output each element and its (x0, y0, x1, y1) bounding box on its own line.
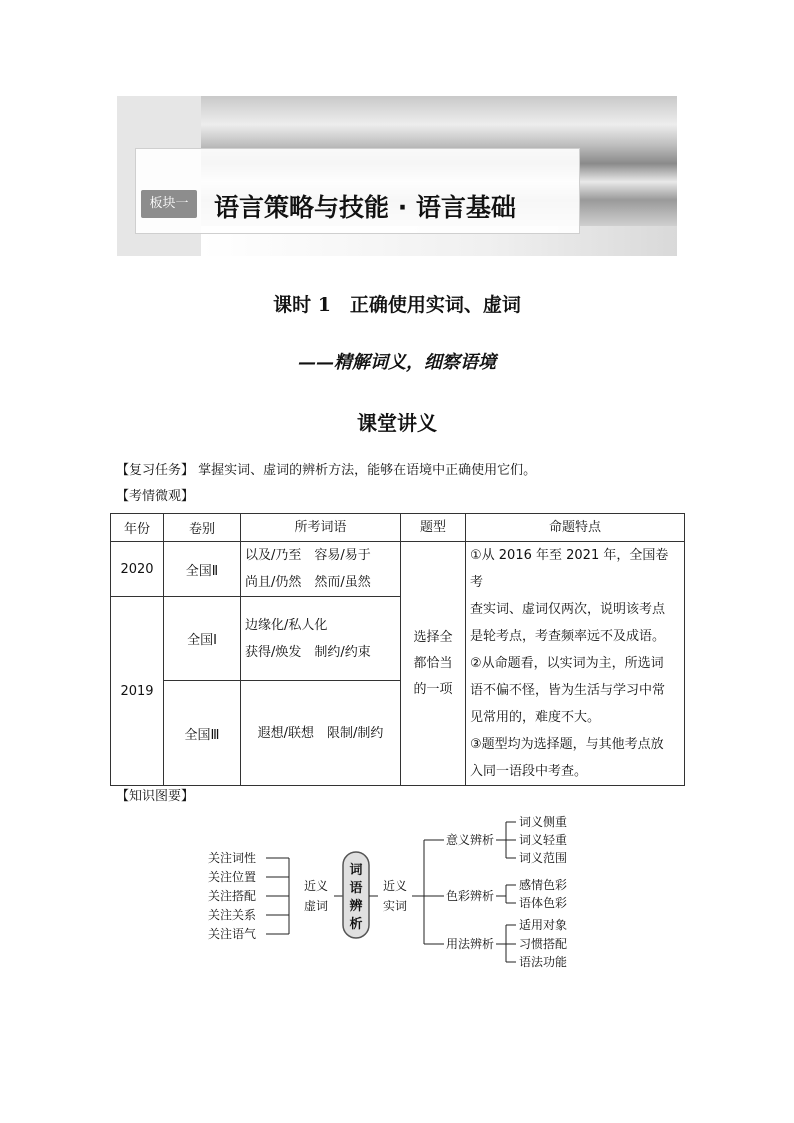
header-features: 命题特点 (466, 514, 685, 542)
paper-cell: 全国Ⅲ (164, 681, 241, 786)
header-words: 所考词语 (241, 514, 401, 542)
left-item: 关注位置 (208, 870, 257, 884)
right-bracket (412, 840, 444, 944)
knowledge-map-diagram (200, 812, 600, 977)
words-cell (241, 681, 401, 786)
feature-line: 是轮考点，考查频率远不及成语。 (470, 629, 666, 644)
lesson-subtitle: ——精解词义，细察语境 (298, 352, 496, 373)
leaf-item: 适用对象 (519, 918, 568, 932)
header-year: 年份 (111, 514, 164, 542)
center-char: 析 (349, 917, 363, 932)
year-cell: 2019 (111, 597, 164, 786)
word-line: 边缘化/私人化 (245, 617, 328, 633)
year-cell: 2020 (111, 542, 164, 597)
leaf-item: 感情色彩 (519, 878, 568, 892)
left-item: 关注语气 (208, 927, 257, 941)
review-task (116, 459, 536, 478)
branch-label: 用法辨析 (446, 937, 495, 951)
feature-line: 查实词、虚词仅两次，说明该考点 (470, 602, 666, 617)
leaf-item: 语法功能 (519, 955, 568, 969)
leaf-item: 词义轻重 (519, 833, 568, 847)
center-char: 词 (349, 863, 363, 878)
left-item: 关注搭配 (208, 889, 257, 903)
right-group-label: 实词 (383, 899, 408, 913)
left-group-label: 近义 (304, 879, 329, 893)
leaf-item: 词义侧重 (519, 815, 568, 829)
header-paper: 卷别 (164, 514, 241, 542)
word-line: 尚且/仍然 然而/虽然 (245, 575, 371, 590)
left-item: 关注词性 (208, 851, 257, 865)
type-line: 都恰当 (413, 655, 453, 671)
leaf-item: 语体色彩 (519, 896, 568, 910)
branch-label: 色彩辨析 (446, 889, 495, 903)
lesson-title: 课时 1 正确使用实词、虚词 (273, 294, 521, 316)
type-line: 的一项 (413, 681, 453, 697)
left-group-label: 虚词 (304, 899, 329, 913)
words-cell (241, 597, 401, 681)
feature-line: ①从 2016 年至 2021 年，全国卷考 (470, 548, 669, 590)
type-cell (401, 542, 466, 786)
table-row (111, 542, 685, 597)
words-cell (241, 542, 401, 597)
header-type: 题型 (401, 514, 466, 542)
feature-line: 语不偏不怪，皆为生活与学习中常 (470, 683, 666, 698)
left-bracket (266, 858, 289, 934)
type-line: 选择全 (413, 629, 453, 645)
paper-cell: 全国Ⅰ (164, 597, 241, 681)
banner-tag: 板块一 (141, 190, 197, 218)
branch-label: 意义辨析 (446, 833, 495, 847)
paper-cell: 全国Ⅱ (164, 542, 241, 597)
feature-line: 见常用的，难度不大。 (470, 710, 601, 725)
features-cell (466, 542, 685, 786)
feature-line: ②从命题看，以实词为主，所选词 (470, 656, 664, 671)
exam-table (110, 513, 685, 786)
center-char: 语 (349, 881, 363, 896)
survey-label: 【考情微观】 (116, 489, 195, 504)
word-line: 遐想/联想 限制/制约 (257, 725, 384, 741)
center-char: 辨 (349, 899, 363, 914)
review-text: 掌握实词、虚词的辨析方法，能够在语境中正确使用它们。 (198, 463, 537, 478)
knowledge-map-label: 【知识图要】 (116, 789, 195, 804)
review-label: 【复习任务】 (116, 463, 195, 478)
leaf-item: 习惯搭配 (519, 937, 568, 951)
word-line: 获得/焕发 制约/约束 (245, 644, 371, 660)
feature-line: ③题型均为选择题，与其他考点放 (470, 737, 664, 752)
banner-title: 语言策略与技能 · 语言基础 (214, 193, 516, 222)
leaf-item: 词义范围 (519, 851, 568, 865)
feature-line: 入同一语段中考查。 (470, 764, 588, 779)
sub-brackets (496, 822, 516, 962)
word-line: 以及/乃至 容易/易于 (245, 548, 371, 563)
section-banner (117, 96, 677, 256)
right-group-label: 近义 (383, 879, 408, 893)
left-item: 关注关系 (208, 908, 257, 922)
section-title: 课堂讲义 (357, 411, 437, 435)
table-header-row (111, 514, 685, 542)
